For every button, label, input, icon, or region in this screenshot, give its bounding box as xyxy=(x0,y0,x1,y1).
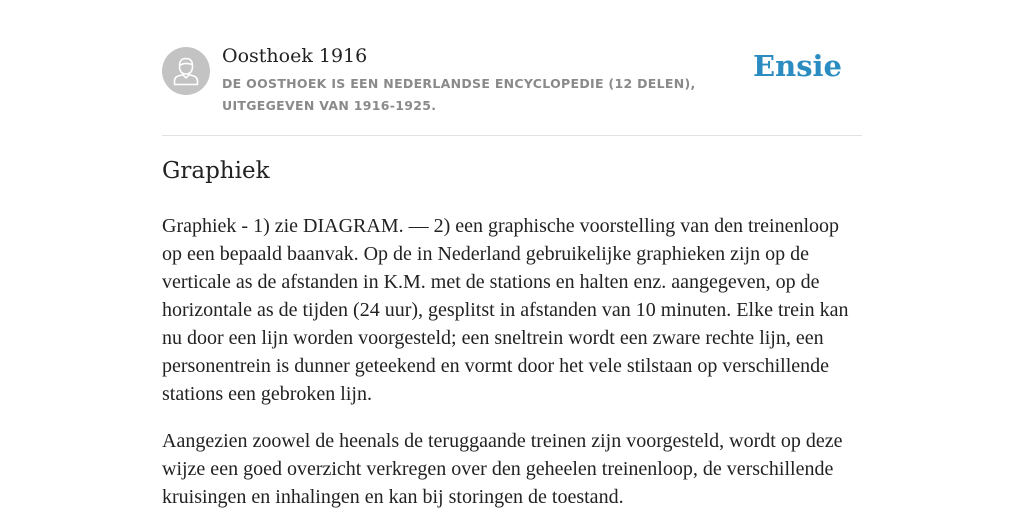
source-description: DE OOSTHOEK IS EEN NEDERLANDSE ENCYCLOPEDIE (12 DELEN), UITGEGEVEN VAN 1916-1925. xyxy=(222,76,696,113)
article-paragraph: Aangezien zoowel de heenals de teruggaande treinen zijn voorgesteld, wordt op deze wijze een goed overzicht verkregen over den geheelen treinenloop, de verschillende kruisingen en inhalingen en kan bij storingen de toestand. xyxy=(162,430,843,508)
avatar[interactable] xyxy=(162,47,210,95)
article-paragraph: Graphiek - 1) zie DIAGRAM. — 2) een graphische voorstelling van den treinenloop op een bepaald baanvak. Op de in Nederland gebruikelijke graphieken zijn op de verticale as de afstanden in K.M. met de stations en halten enz. aangegeven, op de horizontale as de tijden (24 uur), gesplitst in afstanden van 10 minuten. Elke trein kan nu door een lijn worden voorgesteld; een sneltrein wordt een zware rechte lijn, een personentrein is dunner geteekend en vormt door het vele stilstaan op verschillende stations een gebroken lijn. xyxy=(162,215,849,405)
source-header xyxy=(162,43,862,135)
user-icon xyxy=(162,47,210,95)
ensie-logo[interactable]: Ensie xyxy=(753,49,842,83)
header-divider xyxy=(162,135,862,136)
source-title[interactable]: Oosthoek 1916 xyxy=(222,45,368,67)
article-title: Graphiek xyxy=(162,158,270,184)
article-body xyxy=(162,212,864,512)
